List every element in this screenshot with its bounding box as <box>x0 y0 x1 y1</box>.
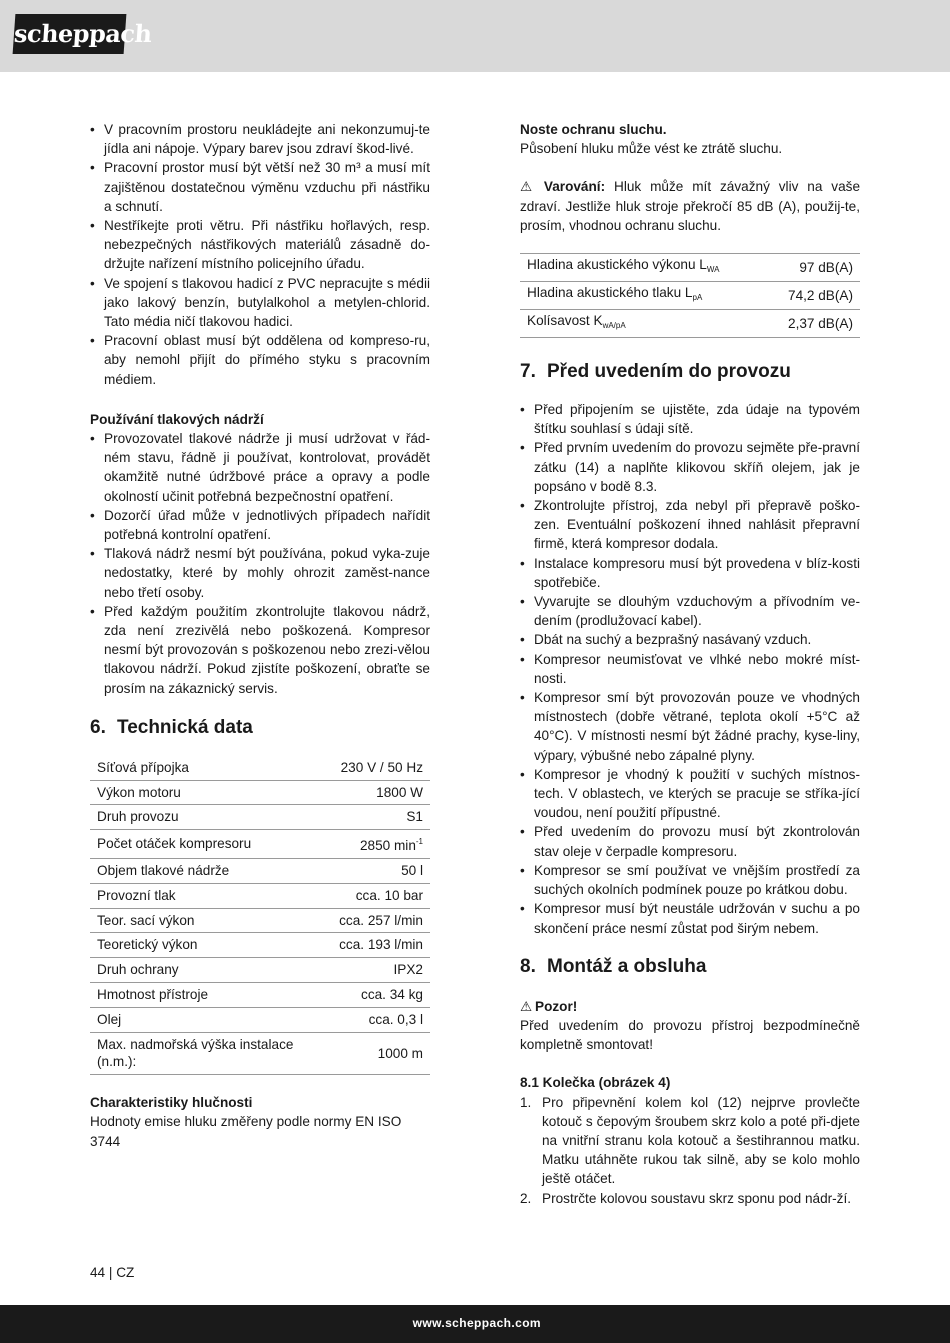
spec-value: cca. 0,3 l <box>332 1007 430 1032</box>
list-item: • Kompresor smí být provozován pouze ve vhodných místnostech (dobře větrané, teplota okolí +5°C až 40°C). V místnosti nesmí být žádné prachy, kyse-liny, výpary, výbušné nebo zápalné plyny. <box>520 688 860 765</box>
list-item: • V pracovním prostoru neukládejte ani nekonzumuj-te jídla ani nápoje. Výpary barev jsou zdraví škod-livé. <box>90 120 430 158</box>
list-item: • Před připojením se ujistěte, zda údaje na typovém štítku souhlasí s údaji sítě. <box>520 400 860 438</box>
spec-label: Počet otáček kompresoru <box>90 830 332 859</box>
noise-characteristics-heading: Charakteristiky hlučnosti <box>90 1095 253 1111</box>
noise-label: Hladina akustického tlaku $L_{pA}$ <box>520 282 766 310</box>
workplace-safety-list <box>90 120 430 389</box>
noise-value: 97 dB(A) <box>766 254 860 282</box>
right-column <box>520 120 860 1208</box>
table-row <box>90 908 430 933</box>
before-operation-list <box>520 400 860 938</box>
table-row <box>520 254 860 282</box>
spec-label: Hmotnost přístroje <box>90 983 332 1008</box>
scheppach-logo: scheppach <box>13 14 127 54</box>
table-row <box>90 805 430 830</box>
caution-icon: ⚠ <box>520 998 533 1014</box>
pressure-vessel-list <box>90 429 430 698</box>
caution-heading: ⚠ Pozor! <box>520 997 860 1016</box>
list-item: • Vyvarujte se dlouhým vzduchovým a přívodním ve-dením (prodlužovací kabel). <box>520 592 860 630</box>
list-item: • Kompresor je vhodný k použití v suchých místnos-tech. V oblastech, ve kterých se pracuje se stříka-jící voudou, není použití přípustné. <box>520 765 860 823</box>
spec-label: Druh ochrany <box>90 958 332 983</box>
hearing-protection-text: Působení hluku může vést ke ztrátě sluchu. <box>520 141 783 157</box>
table-row <box>90 1032 430 1075</box>
table-row <box>90 780 430 805</box>
list-item: • Pracovní prostor musí být větší než 30 m³ a musí mít zajištěnou dostatečnou výměnu vzduchu při nástřiku a schnutí. <box>90 158 430 216</box>
list-item: • Kompresor neumisťovat ve vlhké nebo mokré míst-nosti. <box>520 650 860 688</box>
hearing-protection-heading: Noste ochranu sluchu. <box>520 122 667 137</box>
spec-label: Teor. sací výkon <box>90 908 332 933</box>
list-item: • Pracovní oblast musí být oddělena od kompreso-ru, aby nemohl přijít do přímého styku s pracovním médiem. <box>90 331 430 389</box>
spec-label: Síťová přípojka <box>90 756 332 780</box>
spec-label: Max. nadmořská výška instalace (n.m.): <box>90 1032 332 1075</box>
spec-label: Výkon motoru <box>90 780 332 805</box>
list-item: • Kompresor se smí používat ve vnějším prostředí za suchých okolních podmínek pouze po krátkou dobu. <box>520 861 860 899</box>
spec-value: cca. 34 kg <box>332 983 430 1008</box>
section-8-title: 8. Montáž a obsluha <box>520 955 707 977</box>
table-row <box>520 310 860 338</box>
noise-label: Kolísavost $K_{wA/pA}$ <box>520 310 766 338</box>
pressure-vessel-heading: Používání tlakových nádrží <box>90 411 264 427</box>
spec-value: IPX2 <box>332 958 430 983</box>
spec-label: Objem tlakové nádrže <box>90 859 332 884</box>
page-number: 44 | CZ <box>90 1265 135 1280</box>
footer-bar <box>0 1305 950 1343</box>
table-row <box>90 756 430 780</box>
spec-value: 1800 W <box>332 780 430 805</box>
table-row <box>90 933 430 958</box>
warning-label: Varování: <box>543 179 606 195</box>
spec-value: 230 V / 50 Hz <box>332 756 430 780</box>
footer-website: www.scheppach.com <box>412 1316 541 1330</box>
spec-label: Druh provozu <box>90 805 332 830</box>
list-item: • Tlaková nádrž nesmí být používána, pokud vyka-zuje nedostatky, které by mohly ohrozit zaměst-nance nebo třetí osoby. <box>90 544 430 602</box>
spec-value: S1 <box>332 805 430 830</box>
header-bar <box>0 0 950 72</box>
spec-value: cca. 10 bar <box>332 883 430 908</box>
noise-values-table <box>520 253 860 338</box>
list-item: • Nestříkejte proti větru. Při nástřiku hořlavých, resp. nebezpečných nástřikových materiálů zásadně do-držujte nařízení místního policejního úřadu. <box>90 216 430 274</box>
list-item: • Provozovatel tlakové nádrže ji musí udržovat v řád-ném stavu, řádně ji používat, kontrolovat, provádět okamžitě nutné údržbové práce a opravy a podle okolností učinit potřebná bezpečnostní opatření. <box>90 429 430 506</box>
noise-label: Hladina akustického výkonu $L_{WA}$ <box>520 254 766 282</box>
list-item: • Instalace kompresoru musí být provedena v blíz-kosti spotřebiče. <box>520 554 860 592</box>
spec-label: Teoretický výkon <box>90 933 332 958</box>
noise-value: 74,2 dB(A) <box>766 282 860 310</box>
spec-label: Olej <box>90 1007 332 1032</box>
list-item: • Dbát na suchý a bezprašný nasávaný vzduch. <box>520 630 860 649</box>
wheels-steps-list <box>520 1093 860 1208</box>
wheels-heading: 8.1 Kolečka (obrázek 4) <box>520 1075 671 1091</box>
spec-value: 1000 m <box>332 1032 430 1075</box>
warning-icon: ⚠ <box>520 179 533 195</box>
list-item: 2. Prostrčte kolovou soustavu skrz sponu pod nádr-ží. <box>520 1190 852 1206</box>
section-7-title: 7. Před uvedením do provozu <box>520 361 791 383</box>
spec-value: cca. 257 l/min <box>332 908 430 933</box>
table-row <box>90 830 430 859</box>
warning-text: Hluk může mít závažný vliv na vaše zdraví. Jestliže hluk stroje překročí 85 dB (A), použij-te, prosím, vhodnou ochranu sluchu. <box>520 179 861 233</box>
list-item: • Před uvedením do provozu musí být zkontrolován stav oleje v čerpadle kompresoru. <box>520 822 860 860</box>
spec-value: 2850 $\min^{-1}$ <box>332 830 430 859</box>
section-6-title: 6. Technická data <box>90 716 253 738</box>
list-item: • Dozorčí úřad může v jednotlivých případech nařídit potřebná kontrolní opatření. <box>90 506 430 544</box>
table-row <box>90 958 430 983</box>
caution-text: Před uvedením do provozu přístroj bezpodmínečně kompletně smontovat! <box>520 1017 860 1053</box>
left-column <box>90 120 430 1151</box>
list-item: • Zkontrolujte přístroj, zda nebyl při přepravě poško-zen. Eventuální poškození ihned nahlásit přepravní firmě, která kompresor dodala. <box>520 496 860 554</box>
spec-value: 50 l <box>332 859 430 884</box>
technical-data-table <box>90 756 430 1075</box>
table-row <box>90 883 430 908</box>
noise-characteristics-text: Hodnoty emise hluku změřeny podle normy EN ISO 3744 <box>90 1114 402 1149</box>
table-row <box>90 1007 430 1032</box>
list-item: 1. Pro připevnění kolem kol (12) nejprve provlečte kotouč s čepovým šroubem skrz kolo a poté při-djete na vnitřní stranu kola kotouč a šestihrannou matku. Matku utáhněte rukou tak silně, aby se kolo mohlo ještě otáčet. <box>520 1094 860 1187</box>
list-item: • Kompresor musí být neustále udržován v suchu a po skončení práce nesmí zůstat pod širým nebem. <box>520 899 860 937</box>
noise-warning <box>520 177 860 235</box>
table-row <box>520 282 860 310</box>
list-item: • Před prvním uvedením do provozu sejměte pře-pravní zátku (14) a naplňte klikovou skříň olejem, jak je popsáno v bodě 8.3. <box>520 438 860 496</box>
table-row <box>90 983 430 1008</box>
spec-value: cca. 193 l/min <box>332 933 430 958</box>
list-item: • Ve spojení s tlakovou hadicí z PVC nepracujte s médii jako lakový benzín, butylalkohol a metylen-chlorid. Tato média ničí tlakovou hadici. <box>90 274 430 332</box>
noise-value: 2,37 dB(A) <box>766 310 860 338</box>
list-item: • Před každým použitím zkontrolujte tlakovou nádrž, zda není zrezivělá nebo poškozená. Kompresor nesmí být provozován s poškozenou nebo zrezi-vělou tlakovou nádrží. Pokud zjistíte poškození, obraťte se prosím na zákaznický servis. <box>90 602 430 698</box>
table-row <box>90 859 430 884</box>
spec-label: Provozní tlak <box>90 883 332 908</box>
